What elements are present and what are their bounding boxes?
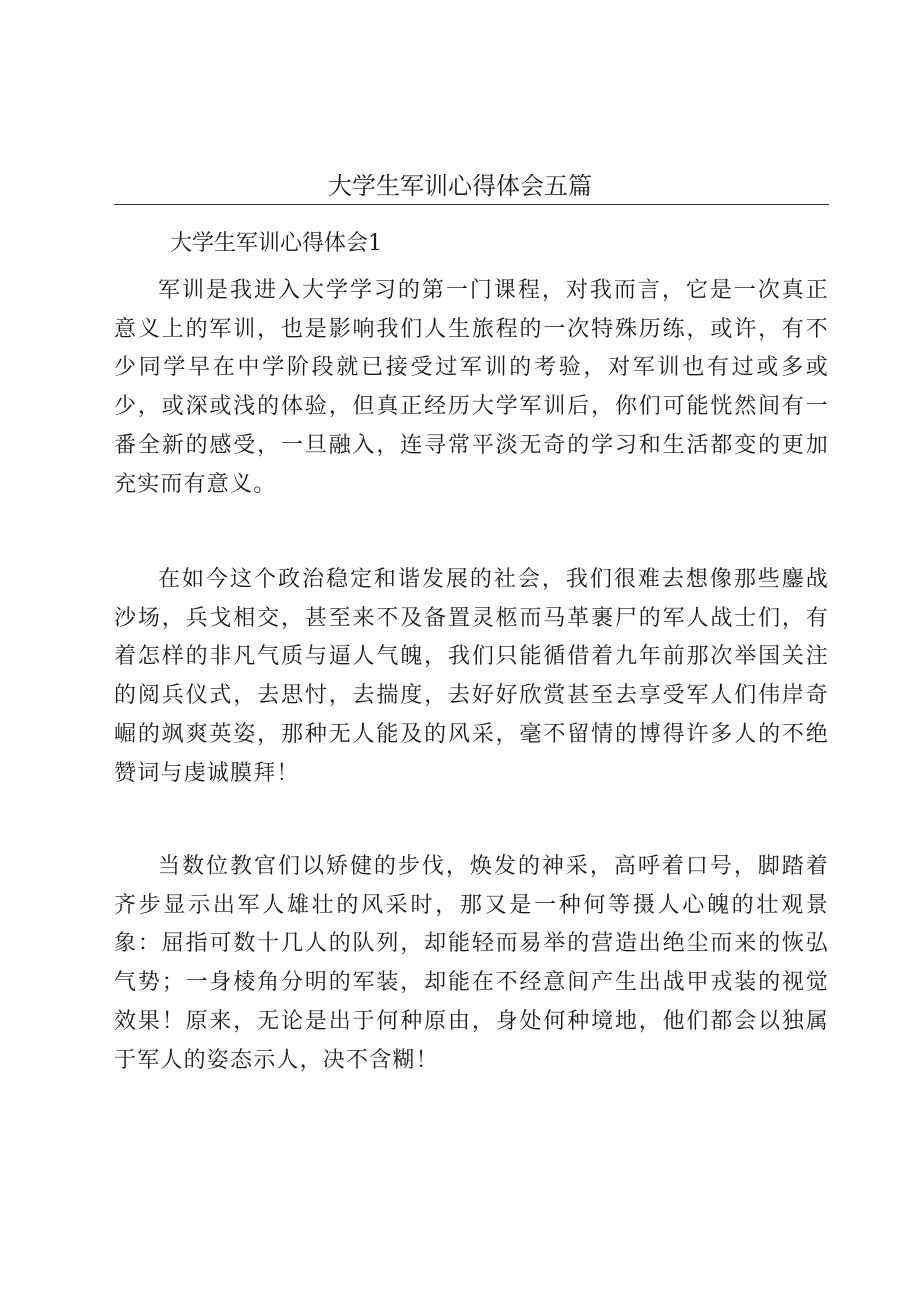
paragraph-2: 在如今这个政治稳定和谐发展的社会，我们很难去想像那些鏖战沙场，兵戈相交，甚至来不及备置灵柩而马革裹尸的军人战士们，有着怎样的非凡气质与逼人气魄，我们只能循借着九年前那次举国关注的阅兵仪式，去思忖，去揣度，去好好欣赏甚至去享受军人们伟岸奇崛的飒爽英姿，那种无人能及的风采，毫不留情的博得许多人的不绝赞词与虔诚膜拜！ [114,567,829,786]
paragraph-1: 军训是我进入大学学习的第一门课程，对我而言，它是一次真正意义上的军训，也是影响我们人生旅程的一次特殊历练，或许，有不少同学早在中学阶段就已接受过军训的考验，对军训也有过或多或少，或深或浅的体验，但真正经历大学军训后，你们可能恍然间有一番全新的感受，一旦融入，连寻常平淡无奇的学习和生活都变的更加充实而有意义。 [114,278,829,497]
title-underline [114,204,829,205]
document-title: 大学生军训心得体会五篇 [328,172,592,200]
section-heading: 大学生军训心得体会1 [170,231,382,256]
paragraph-3: 当数位教官们以矫健的步伐，焕发的神采，高呼着口号，脚踏着齐步显示出军人雄壮的风采时，那又是一种何等摄人心魄的壮观景象：屈指可数十几人的队列，却能轻而易举的营造出绝尘而来的恢弘气势；一身棱角分明的军装，却能在不经意间产生出战甲戎装的视觉效果！原来，无论是出于何种原由，身处何种境地，他们都会以独属于军人的姿态示人，决不含糊！ [114,854,829,1073]
